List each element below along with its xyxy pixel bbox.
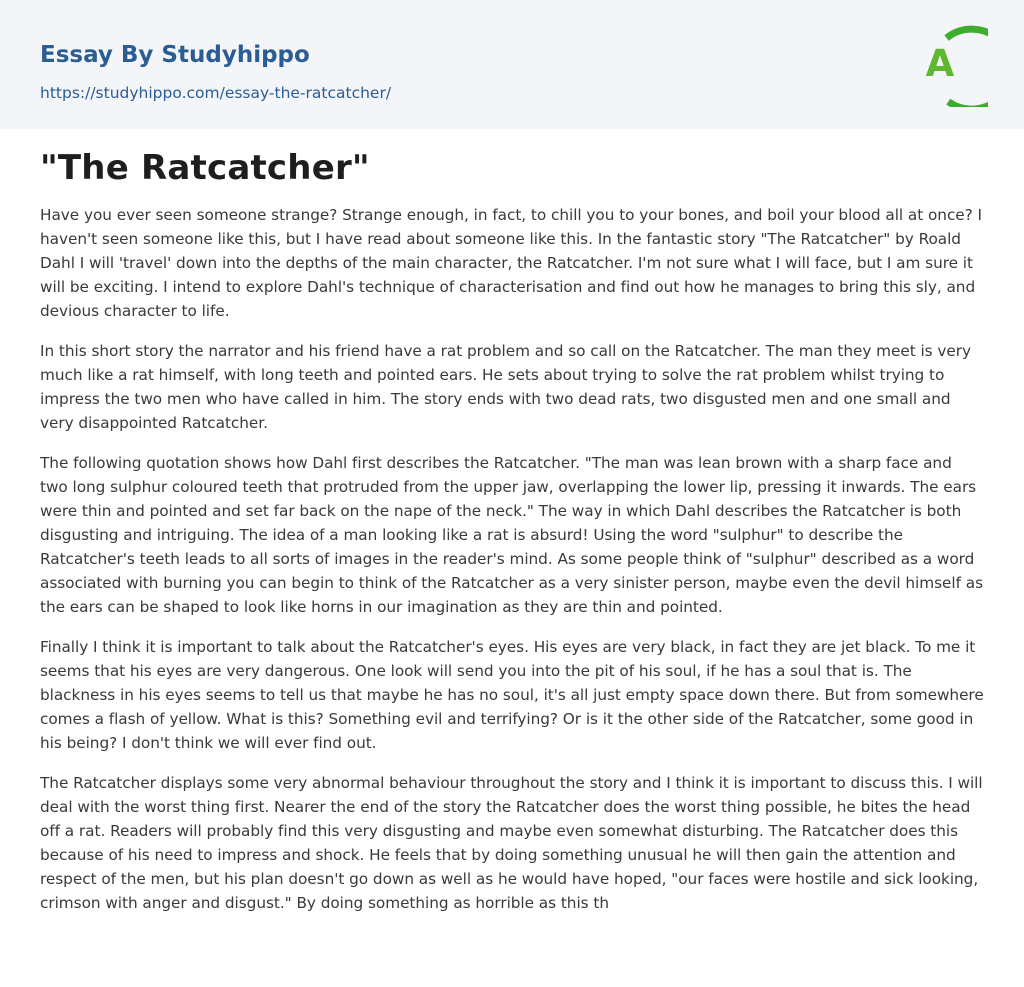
essay-paragraph: The following quotation shows how Dahl first describes the Ratcatcher. "The man was lean brown with a sharp face and two long sulphur coloured teeth that protruded from the upper jaw, overlapping the lower lip, pressing it inwards. The ears were thin and pointed and set far back on the nape of the neck." The way in which Dahl describes the Ratcatcher is both disgusting and intriguing. The idea of a man looking like a rat is absurd! Using the word "sulphur" to describe the Ratcatcher's teeth leads to all sorts of images in the reader's mind. As some people think of "sulphur" described as a word associated with burning you can begin to think of the Ratcatcher as a very sinister person, maybe even the devil himself as the ears can be shaped to look like horns in our imagination as they are thin and pointed. (40, 454, 983, 616)
essay-paragraph: Finally I think it is important to talk about the Ratcatcher's eyes. His eyes are very black, in fact they are jet black. To me it seems that his eyes are very dangerous. One look will send you into the pit of his soul, if he has a soul that is. The blackness in his eyes seems to tell us that maybe he has no soul, it's all just empty space down there. But from somewhere comes a flash of yellow. What is this? Something evil and terrifying? Or is it the other side of the Ratcatcher, some good in his being? I don't think we will ever find out. (40, 638, 984, 752)
essay-body (40, 203, 984, 933)
site-brand-title[interactable]: Essay By Studyhippo (40, 42, 310, 68)
essay-paragraph: The Ratcatcher displays some very abnormal behaviour throughout the story and I think it is important to discuss this. I will deal with the worst thing first. Nearer the end of the story the Ratcatcher does the worst thing possible, he bites the head off a rat. Readers will probably find this very disgusting and maybe even somewhat disturbing. The Ratcatcher does this because of his need to impress and shock. He feels that by doing something unusual he will then gain the attention and respect of the men, but his plan doesn't go down as well as he would have hoped, "our faces were hostile and sick looking, crimson with anger and disgust." By doing something as horrible as this th (40, 774, 983, 912)
essay-paragraph: Have you ever seen someone strange? Strange enough, in fact, to chill you to your bones, and boil your blood all at once? I haven't seen someone like this, but I have read about someone like this. In the fantastic story "The Ratcatcher" by Roald Dahl I will 'travel' down into the depths of the main character, the Ratcatcher. I'm not sure what I will face, but I am sure it will be exciting. I intend to explore Dahl's technique of characterisation and find out how he manages to bring this sly, and devious character to life. (40, 206, 983, 320)
studyhippo-logo-icon[interactable] (910, 17, 988, 107)
essay-url-link[interactable]: https://studyhippo.com/essay-the-ratcatcher/ (40, 84, 392, 102)
site-header (0, 0, 1024, 129)
essay-paragraph: In this short story the narrator and his friend have a rat problem and so call on the Ratcatcher. The man they meet is very much like a rat himself, with long teeth and pointed ears. He sets about trying to solve the rat problem whilst trying to impress the two men who have called in him. The story ends with two dead rats, two disgusted men and one small and very disappointed Ratcatcher. (40, 342, 972, 432)
essay-title: "The Ratcatcher" (40, 148, 370, 188)
article (0, 129, 1024, 933)
logo-letter: A (925, 42, 955, 85)
